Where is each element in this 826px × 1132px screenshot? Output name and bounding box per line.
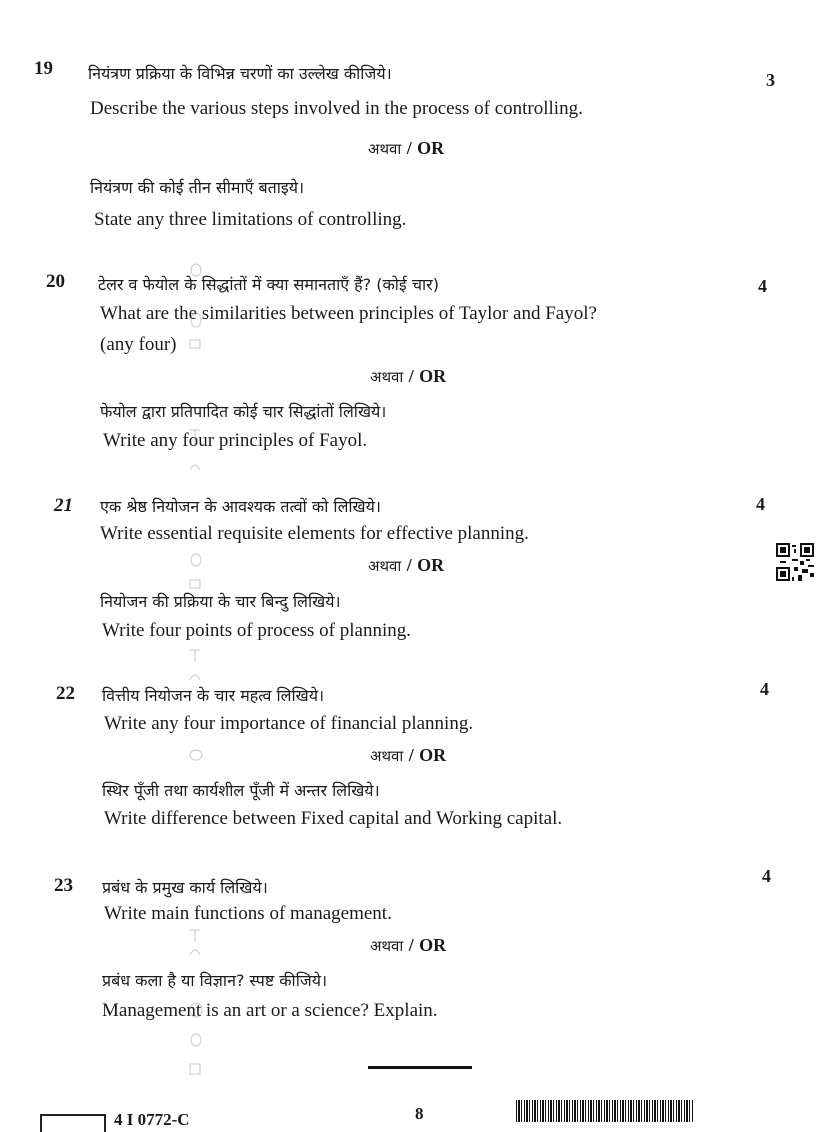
question-marks: 4 xyxy=(762,866,771,886)
question-marks: 4 xyxy=(758,276,767,296)
or-slash: / xyxy=(408,935,414,955)
page-number: 8 xyxy=(415,1104,424,1123)
or-hindi: अथवा xyxy=(370,747,404,765)
or-hindi: अथवा xyxy=(370,937,404,955)
paper-code: 4 I 0772-C xyxy=(114,1110,190,1129)
watermark-stamp xyxy=(184,240,210,1090)
alternate-question-english: Management is an art or a science? Explain. xyxy=(102,1000,438,1021)
alternate-question-hindi: नियंत्रण की कोई तीन सीमाएँ बताइये। xyxy=(90,178,305,197)
question-text-hindi: नियंत्रण प्रक्रिया के विभिन्न चरणों का उल्लेख कीजिये। xyxy=(88,64,392,83)
question-text-hindi: वित्तीय नियोजन के चार महत्व लिखिये। xyxy=(102,686,325,705)
question-marks: 4 xyxy=(756,494,765,514)
or-slash: / xyxy=(406,555,412,575)
question-number: 21 xyxy=(54,495,73,516)
question-text-english: What are the similarities between principles of Taylor and Fayol? xyxy=(100,303,597,324)
question-marks: 3 xyxy=(766,70,775,90)
alternate-question-english: Write any four principles of Fayol. xyxy=(103,430,368,451)
qr-code xyxy=(776,543,814,581)
end-of-paper-line xyxy=(368,1066,472,1069)
question-text-hindi: एक श्रेष्ठ नियोजन के आवश्यक तत्वों को लिखिये। xyxy=(100,497,381,516)
or-english: OR xyxy=(419,935,447,955)
alternate-question-hindi: नियोजन की प्रक्रिया के चार बिन्दु लिखिये। xyxy=(100,592,341,611)
or-separator xyxy=(370,366,446,387)
or-hindi: अथवा xyxy=(368,140,402,158)
question-text-hindi: टेलर व फेयोल के सिद्धांतों में क्या समानताएँ हैं? (कोई चार) xyxy=(98,275,439,294)
or-hindi: अथवा xyxy=(368,557,402,575)
alternate-question-hindi: फेयोल द्वारा प्रतिपादित कोई चार सिद्धांतों लिखिये। xyxy=(100,402,387,421)
or-english: OR xyxy=(417,555,445,575)
or-separator xyxy=(370,745,446,766)
or-english: OR xyxy=(419,745,447,765)
question-number: 23 xyxy=(54,875,73,896)
footer-stamp-box xyxy=(40,1114,106,1132)
question-text-english: Write essential requisite elements for effective planning. xyxy=(100,523,529,544)
watermark-stamp-graphic xyxy=(184,240,210,1090)
alternate-question-hindi: प्रबंध कला है या विज्ञान? स्पष्ट कीजिये। xyxy=(102,971,328,990)
alternate-question-english: State any three limitations of controlling. xyxy=(94,209,407,230)
or-slash: / xyxy=(408,745,414,765)
question-text-english: Write main functions of management. xyxy=(104,903,392,924)
question-number: 19 xyxy=(34,58,53,79)
qr-code-graphic xyxy=(776,543,814,581)
or-english: OR xyxy=(419,366,447,386)
question-text-english: Describe the various steps involved in the process of controlling. xyxy=(90,98,583,119)
question-text-english: Write any four importance of financial planning. xyxy=(104,713,474,734)
question-number: 20 xyxy=(46,271,65,292)
question-text-hindi: प्रबंध के प्रमुख कार्य लिखिये। xyxy=(102,878,268,897)
alternate-question-english: Write difference between Fixed capital and Working capital. xyxy=(104,808,563,829)
or-separator xyxy=(368,138,444,159)
or-hindi: अथवा xyxy=(370,368,404,386)
or-separator xyxy=(370,935,446,956)
question-marks: 4 xyxy=(760,679,769,699)
or-slash: / xyxy=(406,138,412,158)
or-separator xyxy=(368,555,444,576)
barcode xyxy=(516,1100,694,1122)
question-number: 22 xyxy=(56,683,75,704)
or-english: OR xyxy=(417,138,445,158)
alternate-question-english: Write four points of process of planning. xyxy=(102,620,411,641)
or-slash: / xyxy=(408,366,414,386)
alternate-question-hindi: स्थिर पूँजी तथा कार्यशील पूँजी में अन्तर लिखिये। xyxy=(102,781,380,800)
question-text-english-continued: (any four) xyxy=(100,334,177,355)
